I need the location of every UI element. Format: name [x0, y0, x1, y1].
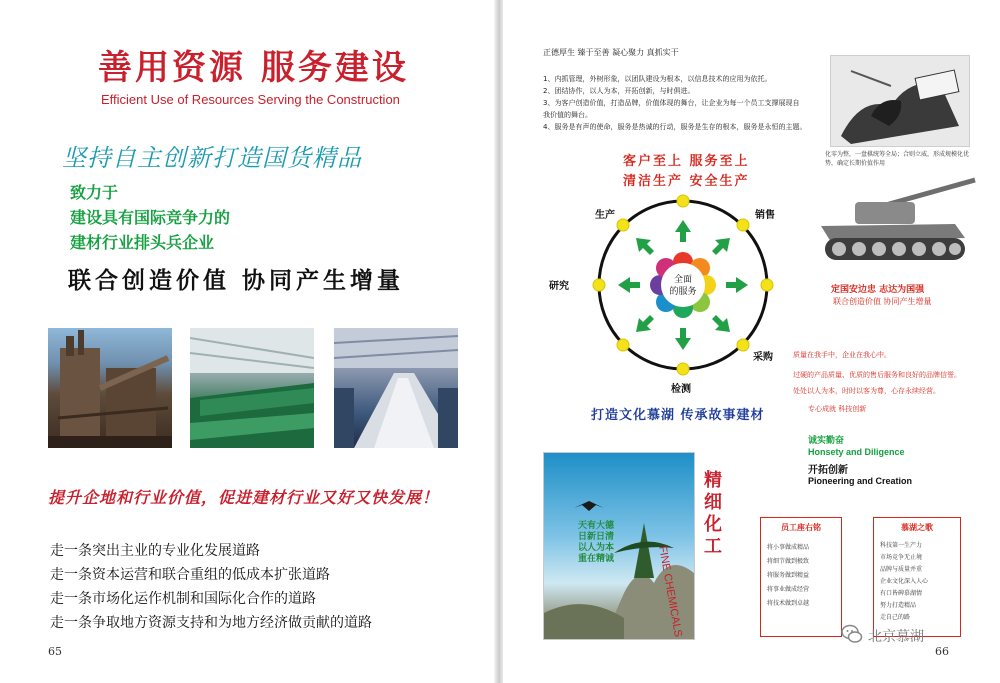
value-honesty-cn: 诚实勤奋	[808, 436, 845, 446]
commitment-line: 建材行业排头兵企业	[70, 233, 215, 252]
song-line: 企业文化深入人心	[880, 578, 929, 585]
tank-caption: 定国安边忠 志达为国强	[831, 285, 925, 295]
service-slogan: 清洁生产 安全生产	[623, 174, 750, 189]
tank-subcaption: 联合创造价值 协同产生增量	[833, 297, 932, 306]
motto-line: 将小事做成精品	[767, 544, 810, 551]
development-path: 走一条资本运营和联合重组的低成本扩张道路	[50, 567, 330, 583]
principle-line: 2、团结协作，以人为本，开拓创新，与时俱进。	[543, 87, 695, 95]
arrow-icon	[712, 238, 730, 255]
song-line: 努力打造精品	[880, 602, 917, 609]
arrow-icon	[636, 238, 654, 255]
right-page	[503, 0, 1000, 683]
song-line: 科技第一生产力	[880, 542, 923, 549]
quality-line: 质量在我手中，企业在我心中。	[793, 351, 891, 359]
song-box	[873, 517, 961, 637]
cycle-dot	[593, 279, 605, 291]
principle-line: 1、内抓管理，外树形象，以团队建设为根本，以信息技术的应用为依托。	[543, 75, 772, 83]
cover-line: 日新日清	[578, 532, 615, 542]
page-subtitle-en: Efficient Use of Resources Serving the Construction	[101, 92, 400, 107]
cover-line: 重在精诚	[578, 554, 615, 564]
motto-line: 将技术做到卓越	[767, 600, 810, 607]
fine-chemicals-en: FINE CHEMICALS	[656, 545, 685, 638]
song-line: 市场竞争无止境	[880, 554, 923, 561]
culture-slogan: 打造文化慕湖 传承故事建材	[591, 408, 765, 423]
red-slogan: 提升企地和行业价值，促进建材行业又好又快发展！	[48, 488, 440, 507]
value-honesty-en: Honsety and Diligence	[808, 447, 905, 457]
quality-line: 过硬的产品质量、优质的售后服务和良好的品牌信誉。	[793, 371, 961, 379]
cycle-dot	[677, 363, 689, 375]
cover-line: 以人为本	[578, 543, 615, 553]
cycle-label-inspection: 检测	[671, 384, 691, 395]
fist-icon	[831, 56, 969, 146]
motto-line: 将事业做成经营	[767, 586, 810, 593]
factory-photo	[48, 328, 172, 448]
motto-line: 将细节做到极致	[767, 558, 810, 565]
service-cycle-svg	[543, 190, 823, 400]
ink-caption: 化零为整，一盘棋统筹全局；合则立威，形成规模化优势，确定长期价值作用	[825, 151, 970, 167]
commitment-line: 建设具有国际竞争力的	[70, 208, 231, 227]
arrow-icon	[675, 328, 691, 350]
cover-calligraphy	[578, 521, 638, 565]
principle-line: 我价值的舞台。	[543, 111, 592, 119]
factory-photo	[334, 328, 458, 448]
development-path: 走一条市场化运作机制和国际化合作的道路	[50, 591, 316, 607]
slogan-value: 联合创造价值 协同产生增量	[68, 267, 405, 294]
song-line: 有口皆碑慕湖情	[880, 590, 923, 597]
left-page	[0, 0, 497, 683]
arrow-icon	[726, 277, 748, 293]
quality-line: 专心成就 科技创新	[808, 405, 867, 413]
arrow-icon	[675, 220, 691, 242]
commitment-line: 致力于	[70, 183, 119, 202]
cycle-label-research: 研究	[549, 281, 569, 292]
cycle-label-production: 生产	[595, 210, 615, 221]
cycle-dot	[617, 339, 629, 351]
value-pioneer-en: Pioneering and Creation	[808, 476, 913, 486]
cycle-dot	[737, 339, 749, 351]
production-line-image	[190, 328, 314, 448]
cycle-dot	[617, 219, 629, 231]
page-number: 66	[935, 645, 949, 658]
service-cycle-diagram	[543, 190, 823, 400]
development-path: 走一条争取地方资源支持和为地方经济做贡献的道路	[50, 615, 372, 631]
principle-line: 3、为客户创造价值，打造品牌，价值体现的舞台，让企业为每一个员工支撑展现自	[543, 99, 800, 107]
cycle-dot	[677, 195, 689, 207]
quality-line: 处处以人为本，时时以客为尊，心存永续经营。	[793, 387, 940, 395]
arrow-icon	[618, 277, 640, 293]
service-slogan: 客户至上 服务至上	[623, 154, 750, 169]
page-title: 善用资源 服务建设	[98, 48, 409, 88]
page-number: 65	[48, 645, 62, 658]
fine-chemicals-cn: 精细化工	[704, 470, 722, 557]
cycle-center-label: 的服务	[669, 287, 697, 297]
factory-tower-image	[48, 328, 172, 448]
cover-line: 天有大德	[578, 521, 615, 531]
cycle-center-label: 全面	[673, 275, 693, 285]
tank-illustration	[815, 174, 980, 270]
song-line: 走自己的路	[880, 614, 911, 621]
development-path: 走一条突出主业的专业化发展道路	[50, 543, 260, 559]
watermark-text: 北京慕湖	[868, 629, 924, 645]
value-pioneer-cn: 开拓创新	[808, 465, 848, 476]
flower-center	[650, 252, 716, 318]
cycle-label-purchase: 采购	[753, 352, 773, 363]
cycle-dot	[761, 279, 773, 291]
factory-photo	[190, 328, 314, 448]
tank-icon	[815, 174, 980, 270]
eagle-icon	[574, 501, 604, 511]
wechat-logo-icon	[841, 623, 863, 645]
arrow-icon	[636, 315, 654, 332]
cycle-dot	[737, 219, 749, 231]
ink-illustration	[830, 55, 970, 147]
cycle-label-sales: 销售	[755, 210, 775, 221]
motto-line: 将服务做到精益	[767, 572, 810, 579]
principle-line: 4、服务是有声的使命，服务是热诚的行动，服务是生存的根本，服务是永恒的主题。	[543, 123, 807, 131]
slogan-innovation: 坚持自主创新打造国货精品	[62, 144, 362, 172]
motto-title: 员工座右铭	[781, 523, 821, 532]
workshop-image	[334, 328, 458, 448]
arrow-icon	[712, 315, 730, 332]
song-line: 品牌与质量并重	[880, 566, 923, 573]
motto-box	[760, 517, 842, 637]
song-title: 慕湖之歌	[901, 523, 933, 532]
right-header: 正德厚生 臻于至善 凝心聚力 真抓实干	[543, 48, 679, 57]
